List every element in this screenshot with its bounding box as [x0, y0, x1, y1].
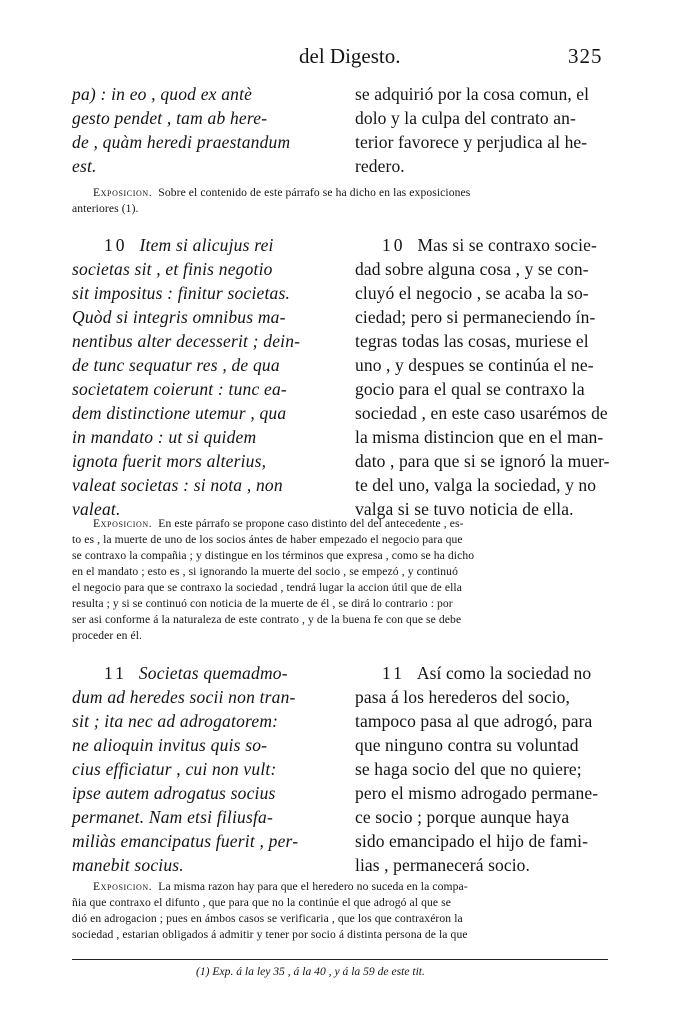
latin-line: miliàs emancipatus fuerit , per- [72, 831, 299, 851]
spanish-line: tampoco pasa al que adrogó, para [355, 711, 593, 731]
exposicion-text: La misma razon hay para que el heredero no suceda en la compa- [158, 880, 468, 893]
exposicion-label: Exposicion. [93, 880, 153, 893]
exposicion-line: anteriores (1). [72, 202, 139, 215]
exposicion-line: proceder en él. [72, 629, 143, 642]
latin-line: valeat societas : si nota , non [72, 475, 283, 495]
spanish-line: uno , y despues se continúa el ne- [355, 355, 594, 375]
spanish-line: te del uno, valga la sociedad, y no [355, 475, 597, 495]
latin-line: cius efficiatur , cui non vult: [72, 759, 277, 779]
exposicion-line: en el mandato ; esto es , si ignorando la muerte del socio , se empezó , y continuó [72, 565, 458, 578]
exposicion-text: Sobre el contenido de este párrafo se ha dicho en las exposiciones [158, 186, 471, 199]
exposicion-line [93, 186, 470, 199]
latin-line [104, 235, 274, 256]
latin-line: valeat. [72, 499, 121, 519]
page-number: 325 [568, 44, 603, 68]
latin-line: ne alioquin invitus quis so- [72, 735, 268, 755]
latin-line [104, 663, 288, 684]
latin-line: est. [72, 156, 97, 176]
footnote: (1) Exp. á la ley 35 , á la 40 , y á la 59 de este tit. [196, 965, 425, 978]
exposicion-line: resulta ; y si se continuó con noticia de la muerte de él , se dirá lo contrario : por [72, 597, 453, 610]
spanish-line: lias , permanecerá socio. [355, 855, 530, 875]
spanish-line: sido emancipado el hijo de fami- [355, 831, 589, 851]
section-number: 11 [382, 663, 405, 683]
footnote-divider [72, 959, 608, 960]
spanish-line [382, 235, 597, 256]
latin-line: sit ; ita nec ad adrogatorem: [72, 711, 279, 731]
exposicion-line: ñia que contraxo el difunto , que para que no la continúe el que adrogó al que se [72, 896, 451, 909]
latin-line: nentibus alter decesserit ; dein- [72, 331, 301, 351]
latin-line: dem distinctione utemur , qua [72, 403, 287, 423]
spanish-line: gocio para el qual se contraxo la [355, 379, 585, 399]
spanish-line [382, 663, 591, 684]
spanish-line: terior favorece y perjudica al he- [355, 132, 588, 152]
latin-line: permanet. Nam etsi filiusfa- [72, 807, 274, 827]
spanish-line: pero el mismo adrogado permane- [355, 783, 599, 803]
latin-line: societas sit , et finis negotio [72, 259, 273, 279]
spanish-line: tegras todas las cosas, muriese el [355, 331, 589, 351]
section-number: 10 [382, 235, 406, 255]
spanish-line: ciedad; pero si permaneciendo ín- [355, 307, 596, 327]
spanish-line: la misma distincion que en el man- [355, 427, 604, 447]
exposicion-line: dió en adrogacion ; pues en ámbos casos se verificaria , que los que contraxéron la [72, 912, 463, 925]
latin-line: de tunc sequatur res , de qua [72, 355, 280, 375]
running-title: del Digesto. [299, 44, 401, 68]
latin-line: ipse autem adrogatus socius [72, 783, 276, 803]
latin-line: gesto pendet , tam ab here- [72, 108, 268, 128]
latin-text: Item si alicujus rei [139, 235, 274, 255]
exposicion-line: sociedad , estarian obligados á admitir y tener por socio á distinta persona de la que [72, 928, 468, 941]
spanish-line: ce socio ; porque aunque haya [355, 807, 570, 827]
exposicion-line: se contraxo la compañia ; y distingue en los términos que expresa , como se ha dicho [72, 549, 475, 562]
spanish-line: que ninguno contra su voluntad [355, 735, 579, 755]
latin-line: manebit socius. [72, 855, 184, 875]
latin-line: dum ad heredes socii non tran- [72, 687, 296, 707]
spanish-line: dad sobre alguna cosa , y se con- [355, 259, 589, 279]
exposicion-line: to es , la muerte de uno de los socios ántes de haber empezado el negocio para que [72, 533, 463, 546]
latin-line: in mandato : ut si quidem [72, 427, 257, 447]
latin-line: ignota fuerit mors alterius, [72, 451, 267, 471]
spanish-line: redero. [355, 156, 405, 176]
exposicion-line [93, 517, 464, 530]
latin-line: societatem coierunt : tunc ea- [72, 379, 287, 399]
spanish-text: Así como la sociedad no [416, 663, 592, 683]
latin-line: pa) : in eo , quod ex antè [72, 84, 253, 104]
spanish-text: Mas si se contraxo socie- [417, 235, 597, 255]
section-number: 10 [104, 235, 128, 255]
spanish-line: valga si se tuvo noticia de ella. [355, 499, 574, 519]
spanish-line: sociedad , en este caso usarémos de [355, 403, 608, 423]
exposicion-line: ser asi conforme á la naturaleza de este contrato , y de la buena fe con que se debe [72, 613, 462, 626]
exposicion-label: Exposicion. [93, 517, 153, 530]
latin-text: Societas quemadmo- [138, 663, 288, 683]
spanish-line: se adquirió por la cosa comun, el [355, 84, 590, 104]
spanish-line: dolo y la culpa del contrato an- [355, 108, 576, 128]
exposicion-line: el negocio para que se contraxo la sociedad , tendrá lugar la accion útil que de ella [72, 581, 462, 594]
latin-line: Quòd si integris omnibus ma- [72, 307, 286, 327]
latin-line: sit impositus : finitur societas. [72, 283, 291, 303]
exposicion-text: En este párrafo se propone caso distinto del del antecedente , es- [158, 517, 464, 530]
latin-line: de , quàm heredi praestandum [72, 132, 291, 152]
spanish-line: se haga socio del que no quiere; [355, 759, 582, 779]
spanish-line: pasa á los herederos del socio, [355, 687, 570, 707]
spanish-line: cluyó el negocio , se acaba la so- [355, 283, 589, 303]
exposicion-label: Exposicion. [93, 186, 153, 199]
section-number: 11 [104, 663, 127, 683]
exposicion-line [93, 880, 468, 893]
spanish-line: dato , para que si se ignoró la muer- [355, 451, 610, 471]
